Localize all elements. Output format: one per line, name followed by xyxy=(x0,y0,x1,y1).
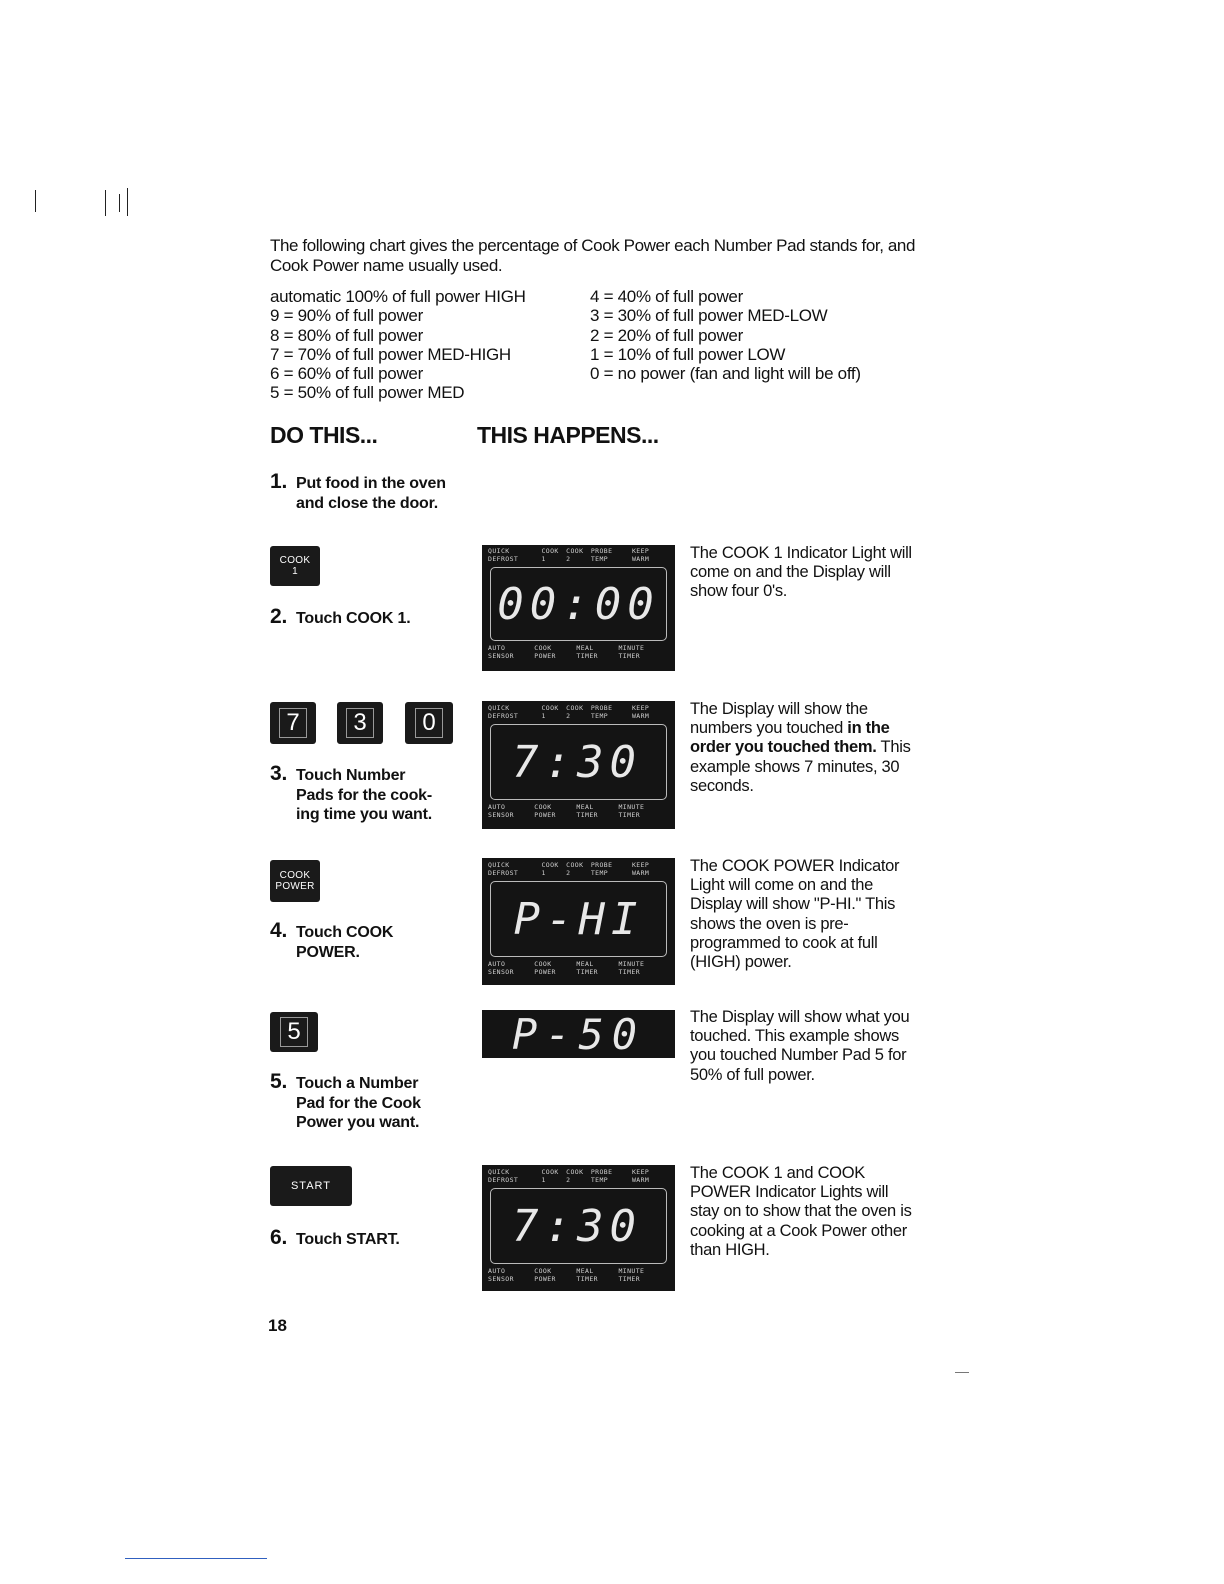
step-text: Touch START. xyxy=(296,1231,400,1248)
display-label: PROBE TEMP xyxy=(590,861,613,877)
step-5-label xyxy=(270,1072,421,1133)
power-list-left xyxy=(270,287,526,403)
display-label: MINUTE TIMER xyxy=(618,803,645,819)
heading-do-this: DO THIS... xyxy=(270,422,378,448)
display-label: MINUTE TIMER xyxy=(618,644,645,660)
step-text: Touch COOK 1. xyxy=(296,610,411,627)
step-text: Touch COOK xyxy=(296,924,394,941)
key-label: POWER xyxy=(275,881,315,892)
step-number: 2. xyxy=(270,605,288,628)
key-label: 1 xyxy=(292,566,298,577)
display-label: KEEP WARM xyxy=(631,861,650,877)
power-item: 5 = 50% of full power MED xyxy=(270,383,465,403)
step-text: Put food in the oven xyxy=(296,475,446,492)
key-label: 5 xyxy=(280,1017,307,1047)
display-label: COOK POWER xyxy=(534,644,556,660)
step-4-label xyxy=(270,921,393,962)
display-label: MEAL TIMER xyxy=(576,803,598,819)
display-label: PROBE TEMP xyxy=(590,704,613,720)
power-item: 9 = 90% of full power xyxy=(270,306,423,326)
scan-mark xyxy=(105,190,106,216)
step-text: POWER. xyxy=(296,943,360,961)
display-label: MINUTE TIMER xyxy=(618,960,645,976)
display-readout: 00:00 xyxy=(490,567,667,641)
oven-display xyxy=(482,1165,675,1291)
display-top-labels xyxy=(482,548,675,563)
step-5-description: The Display will show what you touched. This example shows you touched Number Pad 5 for 50% of full power. xyxy=(690,1008,910,1084)
number-pad-0[interactable] xyxy=(405,702,453,744)
intro-text: The following chart gives the percentage of Cook Power each Number Pad stands for, and Cook Power name usually used. xyxy=(270,236,916,275)
key-label: COOK xyxy=(279,870,311,881)
desc-text: The Display will show the numbers you touched xyxy=(690,700,868,738)
display-label: PROBE TEMP xyxy=(590,1168,613,1184)
step-number: 5. xyxy=(270,1070,288,1093)
number-pad-5[interactable] xyxy=(270,1012,318,1052)
desc-emphasis: in the order you touched them. xyxy=(690,719,890,757)
step-text: Touch Number xyxy=(296,767,406,784)
power-item: 7 = 70% of full power MED-HIGH xyxy=(270,344,511,364)
display-label: COOK POWER xyxy=(534,803,556,819)
step-6-description: The COOK 1 and COOK POWER Indicator Lights will stay on to show that the oven is cooking at a Cook Power other than HIGH. xyxy=(690,1164,912,1259)
step-text: Pad for the Cook xyxy=(296,1094,421,1112)
power-list-right xyxy=(590,287,861,383)
display-bottom-labels xyxy=(482,645,675,660)
display-label: MINUTE TIMER xyxy=(618,1267,645,1283)
display-label: AUTO SENSOR xyxy=(488,1267,514,1283)
display-readout: P-HI xyxy=(490,881,667,957)
power-item: 4 = 40% of full power xyxy=(590,287,743,306)
display-label: KEEP WARM xyxy=(631,704,650,720)
display-bottom-labels xyxy=(482,961,675,976)
display-label: COOK POWER xyxy=(534,960,556,976)
display-label: QUICK DEFROST xyxy=(488,1168,519,1184)
power-item: 1 = 10% of full power LOW xyxy=(590,344,786,364)
display-bottom-labels xyxy=(482,1268,675,1283)
step-number: 3. xyxy=(270,762,288,785)
display-label: COOK 1 xyxy=(541,547,559,563)
step-3-label xyxy=(270,764,432,825)
display-label: COOK 2 xyxy=(566,861,584,877)
display-label: KEEP WARM xyxy=(631,1168,650,1184)
step-2-description: The COOK 1 Indicator Light will come on and the Display will show four 0's. xyxy=(690,544,912,601)
step-number: 1. xyxy=(270,470,288,493)
heading-this-happens: THIS HAPPENS... xyxy=(477,422,659,448)
power-item: 3 = 30% of full power MED-LOW xyxy=(590,306,828,326)
display-top-labels xyxy=(482,1169,675,1184)
desc-text: This example shows 7 minutes, 30 seconds. xyxy=(690,738,911,795)
power-item: 8 = 80% of full power xyxy=(270,325,423,345)
display-label: COOK 2 xyxy=(566,704,584,720)
scan-mark xyxy=(35,190,36,212)
display-top-labels xyxy=(482,862,675,877)
display-label: COOK 1 xyxy=(541,704,559,720)
step-number: 6. xyxy=(270,1226,288,1249)
display-label: COOK 1 xyxy=(541,861,559,877)
display-label: AUTO SENSOR xyxy=(488,803,514,819)
display-label: QUICK DEFROST xyxy=(488,547,519,563)
display-label: MEAL TIMER xyxy=(576,1267,598,1283)
step-1-label xyxy=(270,472,446,513)
key-label: 3 xyxy=(346,708,373,738)
step-text: and close the door. xyxy=(296,494,439,512)
oven-display xyxy=(482,701,675,829)
step-text: Pads for the cook- xyxy=(296,786,432,804)
footer-rule xyxy=(125,1558,267,1559)
display-bottom-labels xyxy=(482,804,675,819)
display-label: MEAL TIMER xyxy=(576,960,598,976)
power-item: 2 = 20% of full power xyxy=(590,325,743,345)
display-readout: 7:30 xyxy=(490,724,667,800)
step-6-label xyxy=(270,1228,400,1250)
power-item: 6 = 60% of full power xyxy=(270,364,423,384)
step-2-label xyxy=(270,607,410,629)
start-key[interactable]: START xyxy=(270,1166,352,1206)
step-number: 4. xyxy=(270,919,288,942)
number-pad-3[interactable] xyxy=(337,702,383,744)
step-4-description: The COOK POWER Indicator Light will come on and the Display will show "P-HI." This shows the oven is pre-programmed to cook at full (HIGH) power. xyxy=(690,857,900,972)
oven-display xyxy=(482,858,675,985)
display-label: COOK 1 xyxy=(541,1168,559,1184)
display-readout: P-50 xyxy=(482,1010,675,1058)
scan-mark xyxy=(127,188,128,216)
key-label: COOK xyxy=(279,555,311,566)
step-text: Power you want. xyxy=(296,1114,420,1131)
step-3-description xyxy=(690,700,920,796)
key-label: 7 xyxy=(279,708,306,738)
display-label: AUTO SENSOR xyxy=(488,960,514,976)
cook-1-key[interactable] xyxy=(270,546,320,586)
power-item: 0 = no power (fan and light will be off) xyxy=(590,364,861,384)
display-readout: 7:30 xyxy=(490,1188,667,1264)
display-label: PROBE TEMP xyxy=(590,547,613,563)
display-label: QUICK DEFROST xyxy=(488,861,519,877)
step-text: Touch a Number xyxy=(296,1075,419,1092)
display-label: AUTO SENSOR xyxy=(488,644,514,660)
number-pad-7[interactable] xyxy=(270,702,316,744)
edge-rule xyxy=(955,1372,969,1373)
display-label: KEEP WARM xyxy=(631,547,650,563)
display-label: MEAL TIMER xyxy=(576,644,598,660)
power-item: automatic 100% of full power HIGH xyxy=(270,287,526,306)
cook-power-key[interactable] xyxy=(270,860,320,902)
oven-display xyxy=(482,545,675,671)
display-label: COOK 2 xyxy=(566,1168,584,1184)
display-top-labels xyxy=(482,705,675,720)
scan-mark xyxy=(119,194,120,212)
step-text: ing time you want. xyxy=(296,806,432,823)
page-number: 18 xyxy=(268,1316,287,1335)
key-label: 0 xyxy=(415,708,442,738)
display-label: QUICK DEFROST xyxy=(488,704,519,720)
display-label: COOK 2 xyxy=(566,547,584,563)
display-label: COOK POWER xyxy=(534,1267,556,1283)
